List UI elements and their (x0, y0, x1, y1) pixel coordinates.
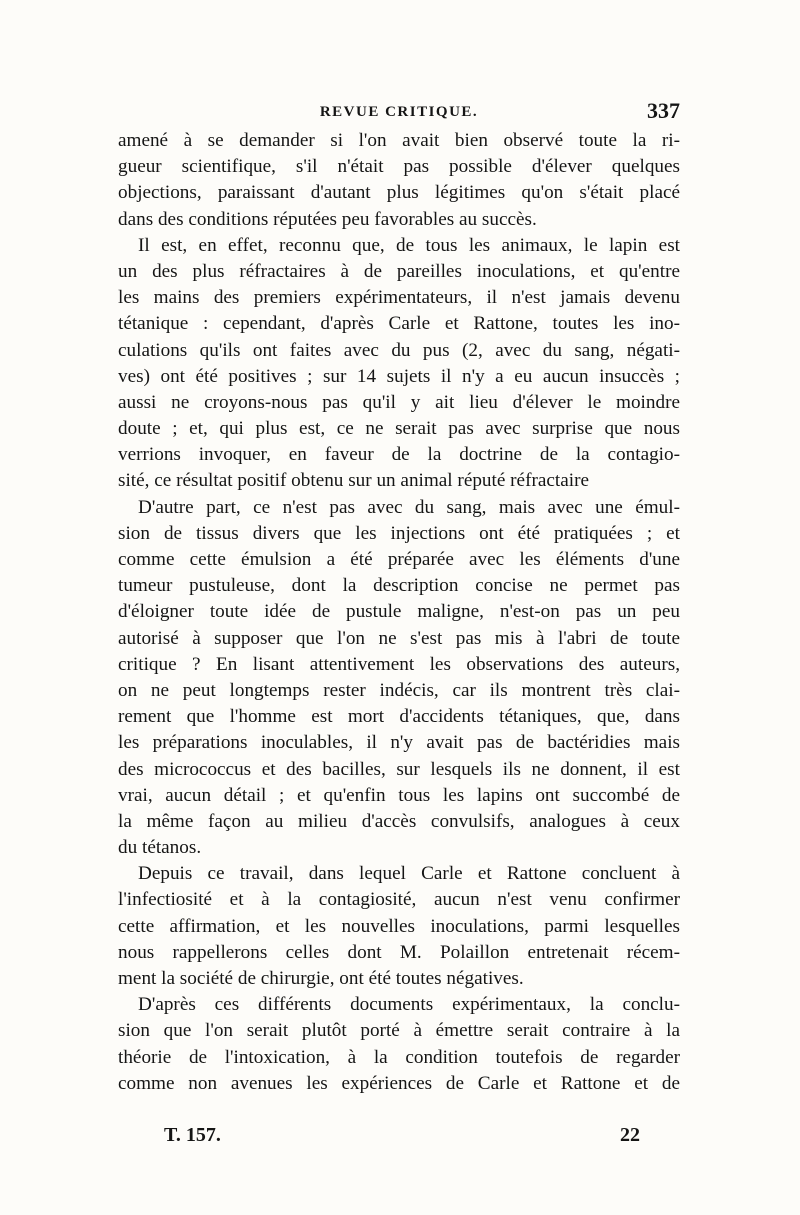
text-line: cette affirmation, et les nouvelles inoculations, parmi lesquelles (118, 915, 680, 937)
text-line: doute ; et, qui plus est, ce ne serait pas avec surprise que nous (118, 418, 680, 440)
text-line: verrions invoquer, en faveur de la doctrine de la contagio- (118, 444, 680, 466)
paragraph-3 (118, 495, 680, 862)
signature-mark: T. 157. (164, 1124, 221, 1146)
text-line: du tétanos. (118, 837, 202, 859)
text-line: comme cette émulsion a été préparée avec les éléments d'une (118, 549, 680, 570)
page-footer (164, 1124, 640, 1154)
text-line: comme non avenues les expériences de Carle et Rattone et de (118, 1072, 680, 1094)
text-line: un des plus réfractaires à de pareilles inoculations, et qu'entre (118, 260, 680, 282)
paragraph-4 (118, 861, 680, 992)
text-line: critique ? En lisant attentivement les observations des auteurs, (118, 653, 680, 675)
text-line: gueur scientifique, s'il n'était pas possible d'élever quelques (118, 156, 680, 178)
text-line: la même façon au milieu d'accès convulsifs, analogues à ceux (118, 810, 680, 832)
text-line: D'autre part, ce n'est pas avec du sang, mais avec une émul- (138, 496, 680, 518)
paragraph-1 (118, 128, 680, 233)
text-line: tétanique : cependant, d'après Carle et Rattone, toutes les ino- (118, 313, 680, 335)
text-line: vrai, aucun détail ; et qu'enfin tous les lapins ont succombé de (118, 784, 680, 806)
text-line: ment la société de chirurgie, ont été toutes négatives. (118, 968, 524, 989)
page-number: 337 (647, 98, 680, 123)
text-line: objections, paraissant d'autant plus légitimes qu'on s'était placé (118, 182, 680, 204)
text-line: théorie de l'intoxication, à la condition toutefois de regarder (118, 1046, 680, 1068)
running-header (118, 98, 680, 128)
text-line: les préparations inoculables, il n'y avait pas de bactéridies mais (118, 732, 680, 754)
text-line: aussi ne croyons-nous pas qu'il y ait lieu d'élever le moindre (118, 391, 680, 413)
text-line: autorisé à supposer que l'on ne s'est pas mis à l'abri de toute (118, 627, 680, 649)
text-line: D'après ces différents documents expérimentaux, la conclu- (138, 994, 680, 1016)
text-line: Il est, en effet, reconnu que, de tous les animaux, le lapin est (138, 234, 680, 256)
paragraph-2 (118, 233, 680, 495)
text-line: on ne peut longtemps rester indécis, car ils montrent très clai- (118, 679, 680, 701)
text-line: dans des conditions réputées peu favorables au succès. (118, 208, 537, 230)
text-line: ves) ont été positives ; sur 14 sujets il n'y a eu aucun insuccès ; (118, 365, 680, 387)
paragraph-5 (118, 992, 680, 1097)
text-line: tumeur pustuleuse, dont la description concise ne permet pas (118, 575, 680, 597)
text-line: les mains des premiers expérimentateurs, il n'est jamais devenu (118, 287, 680, 309)
text-line: l'infectiosité et à la contagiosité, aucun n'est venu confirmer (118, 889, 680, 911)
text-line: sion de tissus divers que les injections ont été pratiquées ; et (118, 522, 680, 544)
text-line: rement que l'homme est mort d'accidents tétaniques, que, dans (118, 706, 680, 728)
header-title: REVUE CRITIQUE. (319, 104, 479, 120)
text-line: nous rappellerons celles dont M. Polaillon entretenait récem- (118, 941, 680, 963)
body-text (118, 128, 680, 1097)
sheet-number: 22 (620, 1124, 640, 1146)
text-line: sion que l'on serait plutôt porté à émettre serait contraire à la (118, 1020, 680, 1042)
text-line: Depuis ce travail, dans lequel Carle et Rattone concluent à (138, 863, 680, 885)
text-line: culations qu'ils ont faites avec du pus (2, avec du sang, négati- (118, 339, 680, 361)
text-line: des micrococcus et des bacilles, sur lesquels ils ne donnent, il est (118, 758, 680, 780)
text-line: amené à se demander si l'on avait bien observé toute la ri- (118, 130, 680, 151)
text-line: d'éloigner toute idée de pustule maligne, n'est-on pas un peu (118, 601, 680, 623)
text-line: sité, ce résultat positif obtenu sur un animal réputé réfractaire (118, 470, 589, 492)
